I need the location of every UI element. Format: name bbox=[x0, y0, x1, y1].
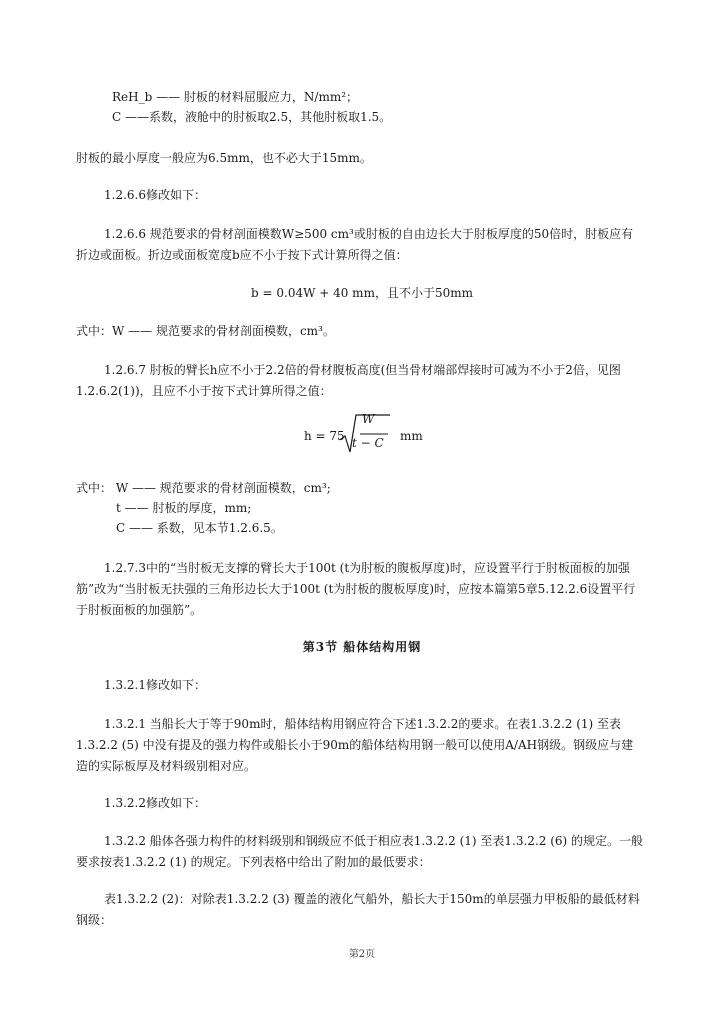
table-caption-line1: 表1.3.2.2 (2)：对除表1.3.2.2 (3) 覆盖的液化气船外，船长大于150m的单层强力甲板船的最低材料 bbox=[104, 892, 640, 906]
table-caption-line2: 钢级： bbox=[76, 913, 113, 927]
formula-h-numerator: W bbox=[362, 412, 375, 426]
paragraph-1267-line1: 1.2.6.7 肘板的臂长h应不小于2.2倍的骨材腹板高度(但当骨材端部焊接时可减为不小于2倍，见图 bbox=[104, 363, 621, 377]
modification-heading-1266: 1.2.6.6修改如下： bbox=[104, 188, 206, 202]
formula-h-denominator: t − C bbox=[352, 436, 384, 450]
paragraph-1322-line1: 1.3.2.2 船体各强力构件的材料级别和钢级应不低于相应表1.3.2.2 (1) 至表1.3.2.2 (6) 的规定。一般 bbox=[104, 834, 644, 848]
page-number: 第2页 bbox=[348, 949, 376, 960]
where-clause-w2: 式中： W —— 规范要求的骨材剖面模数，cm³; bbox=[76, 481, 331, 495]
section-heading: 第3节 船体结构用钢 bbox=[302, 640, 422, 654]
paragraph-1321-line3: 造的实际板厚及材料级别相对应。 bbox=[76, 759, 257, 773]
paragraph-1321-line2: 1.3.2.2 (5) 中没有提及的强力构件或船长小于90m的船体结构用钢一般可以使用A/AH钢级。钢级应与建 bbox=[76, 738, 634, 752]
paragraph-1321-line1: 1.3.2.1 当船长大于等于90m时，船体结构用钢应符合下述1.3.2.2的要求。在表1.3.2.2 (1) 至表 bbox=[104, 717, 622, 731]
paragraph-min-thickness: 肘板的最小厚度一般应为6.5mm，也不必大于15mm。 bbox=[76, 151, 372, 165]
modification-heading-1322: 1.3.2.2修改如下： bbox=[104, 796, 206, 810]
definition-t: t —— 肘板的厚度，mm; bbox=[116, 501, 252, 515]
modification-heading-1321: 1.3.2.1修改如下： bbox=[104, 678, 206, 692]
paragraph-1273-line3: 于肘板面板的加强筋”。 bbox=[76, 603, 203, 617]
paragraph-1266-line2: 折边或面板。折边或面板宽度b应不小于按下式计算所得之值： bbox=[76, 248, 408, 262]
definition-c: C ——系数，液舱中的肘板取2.5，其他肘板取1.5。 bbox=[112, 110, 392, 124]
paragraph-1273-line2: 筋”改为“当肘板无扶强的三角形边长大于100t (t为肘板的腹板厚度)时，应按本篇第5章5.12.2.6设置平行 bbox=[76, 582, 636, 596]
paragraph-1267-line2: 1.2.6.2(1))，且应不小于按下式计算所得之值： bbox=[76, 384, 332, 398]
formula-h-unit: mm bbox=[400, 429, 423, 443]
paragraph-1273-line1: 1.2.7.3中的“当肘板无支撑的臂长大于100t (t为肘板的腹板厚度)时，应设置平行于肘板面板的加强 bbox=[104, 561, 630, 575]
formula-h-lhs: h = 75 bbox=[304, 429, 345, 443]
definition-c2: C —— 系数，见本节1.2.6.5。 bbox=[116, 521, 283, 535]
where-clause-w: 式中：W —— 规范要求的骨材剖面模数，cm³。 bbox=[76, 324, 335, 338]
definition-reh: ReH_b —— 肘板的材料屈服应力，N/mm²； bbox=[112, 90, 359, 104]
formula-b: b = 0.04W + 40 mm，且不小于50mm bbox=[251, 286, 473, 300]
paragraph-1322-line2: 要求按表1.3.2.2 (1) 的规定。下列表格中给出了附加的最低要求： bbox=[76, 855, 431, 869]
paragraph-1266-line1: 1.2.6.6 规范要求的骨材剖面模数W≥500 cm³或肘板的自由边长大于肘板厚度的50倍时，肘板应有 bbox=[104, 227, 634, 241]
